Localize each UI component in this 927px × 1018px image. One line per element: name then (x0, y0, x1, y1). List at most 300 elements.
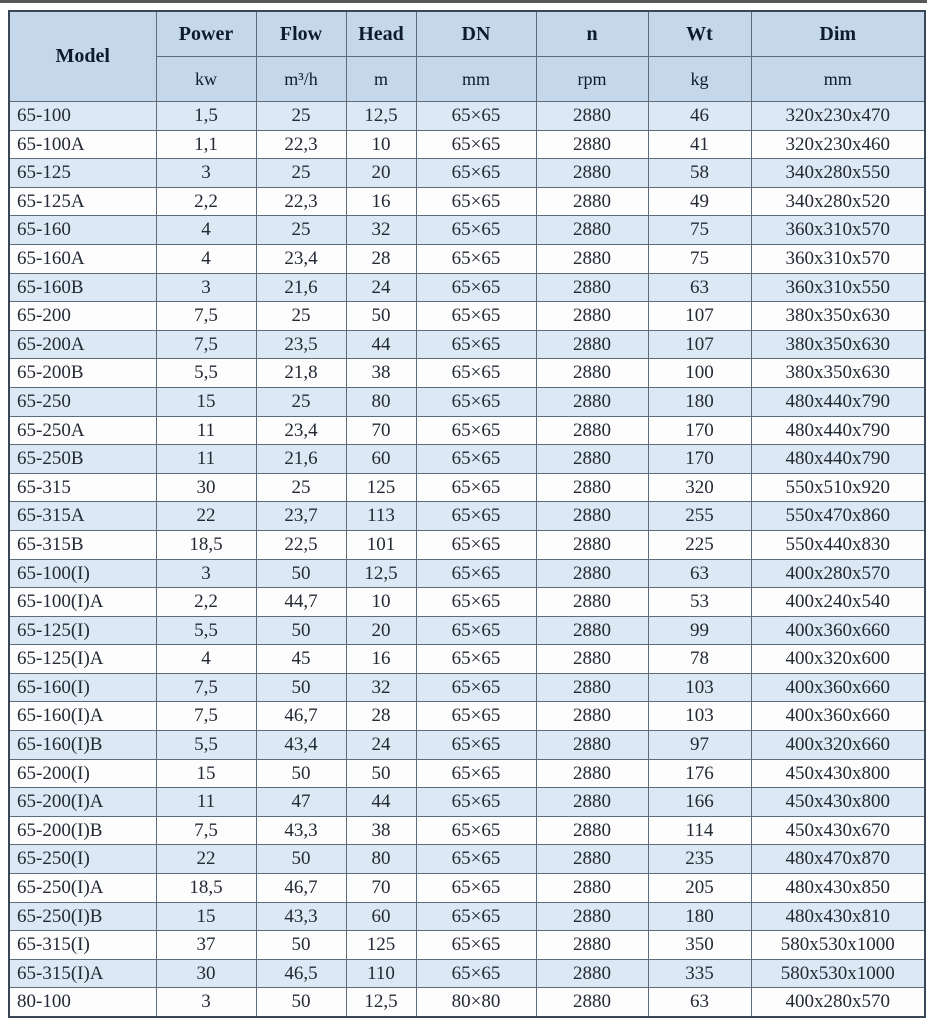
table-row (9, 874, 925, 903)
cell-dim: 400x280x570 (751, 559, 925, 588)
cell-head: 10 (346, 588, 416, 617)
cell-dim: 340x280x520 (751, 187, 925, 216)
column-header-dn: DN (416, 11, 536, 57)
cell-head: 12,5 (346, 988, 416, 1017)
cell-power: 11 (156, 445, 256, 474)
cell-n: 2880 (536, 530, 648, 559)
cell-model: 65-125 (9, 159, 156, 188)
cell-model: 65-100(I)A (9, 588, 156, 617)
pump-spec-table (8, 10, 926, 1018)
cell-model: 65-160B (9, 273, 156, 302)
cell-dim: 400x360x660 (751, 673, 925, 702)
cell-dim: 400x320x660 (751, 731, 925, 760)
cell-power: 7,5 (156, 702, 256, 731)
column-header-wt: Wt (648, 11, 751, 57)
cell-head: 10 (346, 130, 416, 159)
cell-power: 30 (156, 473, 256, 502)
cell-dim: 550x510x920 (751, 473, 925, 502)
cell-dim: 480x470x870 (751, 845, 925, 874)
cell-head: 50 (346, 759, 416, 788)
column-header-n: n (536, 11, 648, 57)
cell-dim: 380x350x630 (751, 330, 925, 359)
cell-power: 4 (156, 244, 256, 273)
cell-power: 15 (156, 902, 256, 931)
cell-flow: 50 (256, 616, 346, 645)
cell-flow: 44,7 (256, 588, 346, 617)
cell-n: 2880 (536, 559, 648, 588)
cell-head: 60 (346, 445, 416, 474)
cell-model: 65-160(I) (9, 673, 156, 702)
cell-n: 2880 (536, 130, 648, 159)
table-row (9, 530, 925, 559)
cell-wt: 41 (648, 130, 751, 159)
cell-power: 18,5 (156, 874, 256, 903)
table-row (9, 273, 925, 302)
cell-head: 32 (346, 673, 416, 702)
cell-head: 28 (346, 244, 416, 273)
cell-n: 2880 (536, 159, 648, 188)
cell-n: 2880 (536, 473, 648, 502)
cell-dim: 320x230x470 (751, 102, 925, 131)
cell-model: 65-200A (9, 330, 156, 359)
cell-n: 2880 (536, 645, 648, 674)
cell-wt: 205 (648, 874, 751, 903)
table-body (9, 102, 925, 1018)
table-row (9, 902, 925, 931)
cell-n: 2880 (536, 616, 648, 645)
cell-n: 2880 (536, 874, 648, 903)
cell-wt: 103 (648, 673, 751, 702)
cell-power: 3 (156, 159, 256, 188)
cell-wt: 255 (648, 502, 751, 531)
cell-dn: 65×65 (416, 902, 536, 931)
cell-n: 2880 (536, 387, 648, 416)
cell-flow: 47 (256, 788, 346, 817)
cell-n: 2880 (536, 988, 648, 1017)
table-row (9, 673, 925, 702)
cell-dn: 65×65 (416, 702, 536, 731)
cell-dn: 65×65 (416, 330, 536, 359)
table-row (9, 445, 925, 474)
cell-dn: 65×65 (416, 445, 536, 474)
cell-n: 2880 (536, 102, 648, 131)
cell-model: 65-315A (9, 502, 156, 531)
cell-wt: 335 (648, 959, 751, 988)
cell-power: 3 (156, 273, 256, 302)
table-row (9, 759, 925, 788)
cell-head: 12,5 (346, 102, 416, 131)
cell-dn: 65×65 (416, 530, 536, 559)
cell-n: 2880 (536, 959, 648, 988)
cell-head: 24 (346, 273, 416, 302)
cell-dim: 320x230x460 (751, 130, 925, 159)
cell-flow: 21,6 (256, 273, 346, 302)
column-header-model: Model (9, 11, 156, 102)
cell-dim: 450x430x800 (751, 788, 925, 817)
cell-dim: 480x440x790 (751, 416, 925, 445)
table-row (9, 588, 925, 617)
cell-model: 65-200(I)B (9, 816, 156, 845)
cell-dim: 480x430x850 (751, 874, 925, 903)
cell-flow: 45 (256, 645, 346, 674)
cell-dim: 360x310x570 (751, 216, 925, 245)
cell-model: 65-125(I)A (9, 645, 156, 674)
cell-n: 2880 (536, 302, 648, 331)
cell-model: 65-250B (9, 445, 156, 474)
cell-flow: 21,8 (256, 359, 346, 388)
cell-wt: 78 (648, 645, 751, 674)
cell-head: 20 (346, 616, 416, 645)
cell-wt: 225 (648, 530, 751, 559)
cell-dim: 480x430x810 (751, 902, 925, 931)
cell-head: 44 (346, 330, 416, 359)
cell-wt: 180 (648, 387, 751, 416)
cell-model: 65-100 (9, 102, 156, 131)
cell-wt: 97 (648, 731, 751, 760)
cell-model: 65-160(I)B (9, 731, 156, 760)
cell-wt: 75 (648, 216, 751, 245)
cell-flow: 43,3 (256, 816, 346, 845)
cell-head: 70 (346, 874, 416, 903)
cell-n: 2880 (536, 759, 648, 788)
cell-wt: 49 (648, 187, 751, 216)
column-header-flow: Flow (256, 11, 346, 57)
cell-model: 65-160(I)A (9, 702, 156, 731)
cell-flow: 25 (256, 216, 346, 245)
cell-power: 15 (156, 759, 256, 788)
cell-power: 2,2 (156, 187, 256, 216)
screenshot-top-edge-artifact (0, 0, 927, 3)
cell-power: 2,2 (156, 588, 256, 617)
cell-power: 3 (156, 559, 256, 588)
table-row (9, 473, 925, 502)
unit-head: m (346, 57, 416, 102)
cell-n: 2880 (536, 273, 648, 302)
cell-dn: 65×65 (416, 273, 536, 302)
header-label-row (9, 11, 925, 57)
cell-n: 2880 (536, 731, 648, 760)
cell-flow: 46,7 (256, 874, 346, 903)
cell-model: 65-100A (9, 130, 156, 159)
column-header-power: Power (156, 11, 256, 57)
cell-head: 24 (346, 731, 416, 760)
cell-dim: 380x350x630 (751, 359, 925, 388)
cell-flow: 43,4 (256, 731, 346, 760)
cell-dn: 65×65 (416, 845, 536, 874)
cell-model: 65-250(I)A (9, 874, 156, 903)
cell-wt: 103 (648, 702, 751, 731)
cell-model: 65-125(I) (9, 616, 156, 645)
table-row (9, 845, 925, 874)
cell-n: 2880 (536, 330, 648, 359)
cell-power: 37 (156, 931, 256, 960)
cell-n: 2880 (536, 788, 648, 817)
cell-dim: 400x320x600 (751, 645, 925, 674)
cell-head: 16 (346, 187, 416, 216)
cell-dim: 550x470x860 (751, 502, 925, 531)
cell-flow: 25 (256, 302, 346, 331)
cell-dn: 65×65 (416, 216, 536, 245)
cell-n: 2880 (536, 416, 648, 445)
cell-dn: 65×65 (416, 931, 536, 960)
table-row (9, 359, 925, 388)
cell-dim: 580x530x1000 (751, 931, 925, 960)
cell-dn: 65×65 (416, 673, 536, 702)
cell-head: 80 (346, 845, 416, 874)
cell-head: 38 (346, 816, 416, 845)
table-row (9, 244, 925, 273)
cell-dn: 65×65 (416, 244, 536, 273)
cell-flow: 21,6 (256, 445, 346, 474)
cell-dn: 65×65 (416, 645, 536, 674)
cell-dim: 550x440x830 (751, 530, 925, 559)
table-header (9, 11, 925, 102)
cell-n: 2880 (536, 902, 648, 931)
cell-flow: 25 (256, 387, 346, 416)
cell-flow: 23,5 (256, 330, 346, 359)
cell-model: 65-315(I)A (9, 959, 156, 988)
cell-dn: 80×80 (416, 988, 536, 1017)
cell-power: 15 (156, 387, 256, 416)
cell-wt: 63 (648, 273, 751, 302)
cell-dn: 65×65 (416, 788, 536, 817)
table-row (9, 502, 925, 531)
cell-dn: 65×65 (416, 874, 536, 903)
table-row (9, 559, 925, 588)
cell-dim: 400x360x660 (751, 702, 925, 731)
cell-head: 12,5 (346, 559, 416, 588)
table-row (9, 931, 925, 960)
cell-head: 70 (346, 416, 416, 445)
unit-n: rpm (536, 57, 648, 102)
unit-wt: kg (648, 57, 751, 102)
cell-dn: 65×65 (416, 816, 536, 845)
cell-model: 65-200(I) (9, 759, 156, 788)
cell-n: 2880 (536, 359, 648, 388)
cell-dn: 65×65 (416, 187, 536, 216)
cell-head: 32 (346, 216, 416, 245)
cell-wt: 170 (648, 416, 751, 445)
cell-n: 2880 (536, 445, 648, 474)
table-row (9, 416, 925, 445)
cell-dim: 480x440x790 (751, 387, 925, 416)
table-row (9, 159, 925, 188)
cell-head: 60 (346, 902, 416, 931)
cell-model: 65-160A (9, 244, 156, 273)
cell-flow: 46,5 (256, 959, 346, 988)
cell-flow: 25 (256, 102, 346, 131)
cell-n: 2880 (536, 187, 648, 216)
cell-dim: 340x280x550 (751, 159, 925, 188)
cell-wt: 53 (648, 588, 751, 617)
cell-model: 65-250(I)B (9, 902, 156, 931)
cell-dim: 480x440x790 (751, 445, 925, 474)
cell-wt: 99 (648, 616, 751, 645)
cell-wt: 235 (648, 845, 751, 874)
cell-wt: 63 (648, 988, 751, 1017)
cell-head: 28 (346, 702, 416, 731)
cell-power: 11 (156, 416, 256, 445)
table-row (9, 788, 925, 817)
cell-model: 65-125A (9, 187, 156, 216)
cell-dim: 450x430x670 (751, 816, 925, 845)
cell-flow: 50 (256, 931, 346, 960)
table-row (9, 702, 925, 731)
cell-dn: 65×65 (416, 130, 536, 159)
table-row (9, 387, 925, 416)
cell-flow: 50 (256, 673, 346, 702)
cell-power: 22 (156, 502, 256, 531)
cell-wt: 320 (648, 473, 751, 502)
cell-model: 65-315(I) (9, 931, 156, 960)
cell-flow: 23,4 (256, 244, 346, 273)
cell-flow: 23,4 (256, 416, 346, 445)
cell-n: 2880 (536, 216, 648, 245)
cell-power: 5,5 (156, 616, 256, 645)
cell-flow: 50 (256, 845, 346, 874)
cell-head: 101 (346, 530, 416, 559)
cell-dn: 65×65 (416, 588, 536, 617)
cell-dim: 380x350x630 (751, 302, 925, 331)
table-row-partial (9, 988, 925, 1017)
cell-model: 65-315B (9, 530, 156, 559)
unit-dn: mm (416, 57, 536, 102)
cell-dn: 65×65 (416, 102, 536, 131)
pump-spec-table-container (8, 10, 924, 1018)
cell-wt: 75 (648, 244, 751, 273)
cell-n: 2880 (536, 845, 648, 874)
cell-head: 125 (346, 473, 416, 502)
cell-dn: 65×65 (416, 502, 536, 531)
cell-n: 2880 (536, 502, 648, 531)
cell-power: 1,5 (156, 102, 256, 131)
cell-flow: 25 (256, 159, 346, 188)
cell-dn: 65×65 (416, 559, 536, 588)
cell-flow: 22,3 (256, 130, 346, 159)
column-header-dim: Dim (751, 11, 925, 57)
cell-power: 22 (156, 845, 256, 874)
cell-power: 4 (156, 645, 256, 674)
cell-model: 65-200(I)A (9, 788, 156, 817)
cell-flow: 25 (256, 473, 346, 502)
cell-wt: 170 (648, 445, 751, 474)
table-row (9, 130, 925, 159)
unit-dim: mm (751, 57, 925, 102)
cell-power: 7,5 (156, 302, 256, 331)
cell-dim: 400x280x570 (751, 988, 925, 1017)
cell-model: 65-250(I) (9, 845, 156, 874)
cell-wt: 58 (648, 159, 751, 188)
column-header-head: Head (346, 11, 416, 57)
cell-wt: 166 (648, 788, 751, 817)
cell-model: 65-250 (9, 387, 156, 416)
cell-flow: 22,5 (256, 530, 346, 559)
cell-head: 20 (346, 159, 416, 188)
cell-dn: 65×65 (416, 473, 536, 502)
cell-model: 65-315 (9, 473, 156, 502)
cell-power: 18,5 (156, 530, 256, 559)
cell-wt: 107 (648, 330, 751, 359)
cell-flow: 22,3 (256, 187, 346, 216)
table-row (9, 187, 925, 216)
unit-flow: m³/h (256, 57, 346, 102)
cell-dn: 65×65 (416, 302, 536, 331)
cell-dim: 400x360x660 (751, 616, 925, 645)
cell-flow: 46,7 (256, 702, 346, 731)
cell-n: 2880 (536, 702, 648, 731)
cell-head: 16 (346, 645, 416, 674)
cell-n: 2880 (536, 673, 648, 702)
cell-power: 7,5 (156, 816, 256, 845)
cell-dn: 65×65 (416, 359, 536, 388)
cell-power: 7,5 (156, 330, 256, 359)
cell-n: 2880 (536, 816, 648, 845)
cell-power: 4 (156, 216, 256, 245)
cell-wt: 114 (648, 816, 751, 845)
cell-dn: 65×65 (416, 387, 536, 416)
table-row (9, 959, 925, 988)
cell-model: 65-200 (9, 302, 156, 331)
cell-model: 65-100(I) (9, 559, 156, 588)
cell-power: 11 (156, 788, 256, 817)
cell-power: 30 (156, 959, 256, 988)
cell-dim: 360x310x570 (751, 244, 925, 273)
cell-power: 3 (156, 988, 256, 1017)
cell-n: 2880 (536, 588, 648, 617)
cell-dim: 400x240x540 (751, 588, 925, 617)
cell-head: 44 (346, 788, 416, 817)
cell-n: 2880 (536, 931, 648, 960)
cell-dn: 65×65 (416, 616, 536, 645)
cell-model: 65-200B (9, 359, 156, 388)
cell-flow: 50 (256, 988, 346, 1017)
cell-wt: 176 (648, 759, 751, 788)
cell-wt: 350 (648, 931, 751, 960)
cell-model: 80-100 (9, 988, 156, 1017)
table-row (9, 731, 925, 760)
cell-head: 50 (346, 302, 416, 331)
cell-flow: 23,7 (256, 502, 346, 531)
cell-dim: 450x430x800 (751, 759, 925, 788)
cell-dn: 65×65 (416, 159, 536, 188)
cell-head: 80 (346, 387, 416, 416)
cell-head: 38 (346, 359, 416, 388)
table-row (9, 102, 925, 131)
cell-n: 2880 (536, 244, 648, 273)
cell-power: 5,5 (156, 359, 256, 388)
cell-model: 65-160 (9, 216, 156, 245)
cell-flow: 43,3 (256, 902, 346, 931)
cell-dim: 360x310x550 (751, 273, 925, 302)
table-row (9, 330, 925, 359)
cell-wt: 107 (648, 302, 751, 331)
cell-model: 65-250A (9, 416, 156, 445)
cell-dn: 65×65 (416, 416, 536, 445)
unit-power: kw (156, 57, 256, 102)
cell-dim: 580x530x1000 (751, 959, 925, 988)
cell-wt: 46 (648, 102, 751, 131)
cell-dn: 65×65 (416, 959, 536, 988)
cell-wt: 180 (648, 902, 751, 931)
cell-power: 1,1 (156, 130, 256, 159)
cell-flow: 50 (256, 759, 346, 788)
table-row (9, 216, 925, 245)
cell-dn: 65×65 (416, 731, 536, 760)
cell-head: 125 (346, 931, 416, 960)
cell-power: 5,5 (156, 731, 256, 760)
cell-power: 7,5 (156, 673, 256, 702)
table-row (9, 816, 925, 845)
